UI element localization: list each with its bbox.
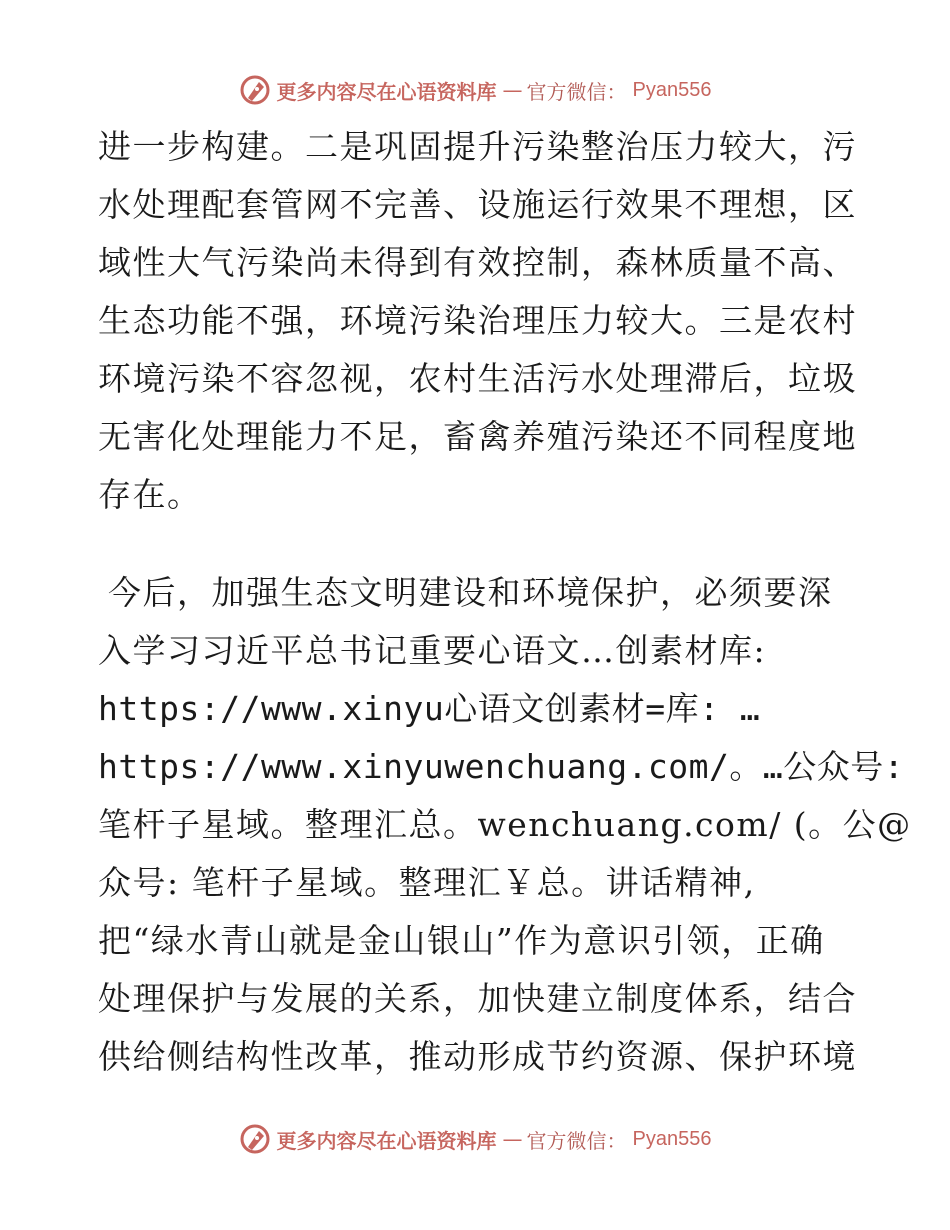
paragraph-1 (98, 118, 858, 524)
banner-contact-id: Pyan556 (632, 1127, 712, 1150)
footer-banner (0, 1117, 950, 1161)
banner-contact-label: 官方微信： (526, 79, 627, 104)
url-line: https://www.xinyu心语文创素材=库: … (98, 689, 761, 728)
banner-separator: — (502, 1127, 521, 1151)
paragraph-2 (98, 564, 912, 1086)
banner-brand-text: 更多内容尽在心语资料库 (276, 79, 497, 104)
banner-separator: — (502, 78, 521, 102)
text-line: 环境污染不容忽视，农村生活污水处理滞后，垃圾 (98, 359, 857, 398)
banner-brand-text: 更多内容尽在心语资料库 (276, 1128, 497, 1153)
text-line: 处理保护与发展的关系，加快建立制度体系，结合 (98, 979, 857, 1018)
text-line: 进一步构建。二是巩固提升污染整治压力较大，污 (98, 127, 857, 166)
paragraph-gap (98, 524, 858, 564)
banner-contact-id: Pyan556 (632, 78, 712, 101)
pen-nib-logo-icon (239, 74, 271, 106)
document-body (98, 118, 912, 1086)
text-line: 今后，加强生态文明建设和环境保护，必须要深 (108, 573, 833, 612)
text-line: 水处理配套管网不完善、设施运行效果不理想，区 (98, 185, 857, 224)
text-line: 入学习习近平总书记重要心语文…创素材库: (98, 631, 767, 670)
text-line: 无害化处理能力不足，畜禽养殖污染还不同程度地 (98, 417, 857, 456)
text-line: 存在。 (98, 475, 202, 514)
text-line: 供给侧结构性改革，推动形成节约资源、保护环境 (98, 1037, 857, 1076)
header-banner (0, 68, 950, 112)
banner-contact-label: 官方微信： (526, 1128, 627, 1153)
text-line: 生态功能不强，环境污染治理压力较大。三是农村 (98, 301, 857, 340)
pen-nib-logo-icon (239, 1123, 271, 1155)
text-line: 域性大气污染尚未得到有效控制，森林质量不高、 (98, 243, 857, 282)
text-line: 众号: 笔杆子星域。整理汇￥总。讲话精神, (98, 863, 756, 902)
url-line: https://www.xinyuwenchuang.com/。…公众号: (98, 747, 905, 786)
text-line: 把“绿水青山就是金山银山”作为意识引领，正确 (98, 921, 825, 960)
text-line: 笔杆子星域。整理汇总。wenchuang.com/ (。公@ (98, 805, 912, 844)
